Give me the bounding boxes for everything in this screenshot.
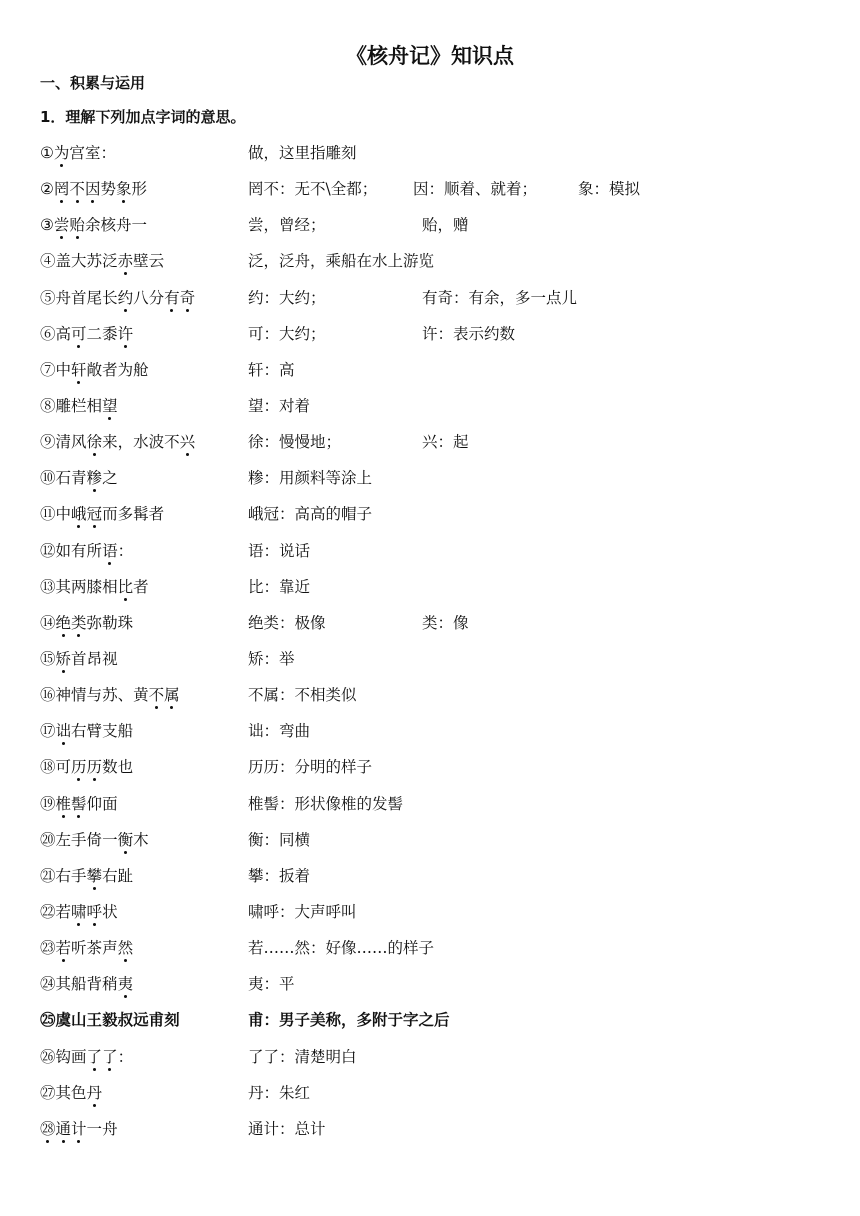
vocab-phrase: ㉘通计一舟 <box>40 1111 118 1147</box>
vocab-row <box>40 966 840 1002</box>
meaning-segment: 若……然：好像……的样子 <box>248 939 435 958</box>
vocab-row <box>40 1039 840 1075</box>
vocab-phrase: ⑤舟首尾长约八分有奇 <box>40 280 195 316</box>
vocab-phrase: ⑥高可二黍许 <box>40 316 133 352</box>
meaning-segment: 夷：平 <box>248 975 295 994</box>
vocab-phrase: ⑳左手倚一衡木 <box>40 822 149 858</box>
meaning-segment: 糁：用颜料等涂上 <box>248 469 373 488</box>
question-instruction: 1．理解下列加点字词的意思。 <box>40 108 246 126</box>
vocab-phrase: ①为宫室： <box>40 135 116 171</box>
meaning-segment: 轩：高 <box>248 360 295 379</box>
vocab-row <box>40 171 840 207</box>
meaning-segment: 攀：扳着 <box>248 866 311 885</box>
vocab-row <box>40 677 840 713</box>
vocab-phrase: ⑨清风徐来，水波不兴 <box>40 424 195 460</box>
vocab-phrase: ㉖钩画了了： <box>40 1039 133 1075</box>
vocab-phrase: ⑱可历历数也 <box>40 749 133 785</box>
vocab-row <box>40 135 840 171</box>
vocab-row <box>40 316 840 352</box>
meaning-segment: 啸呼：大声呼叫 <box>248 902 357 921</box>
meaning-segment: 丹：朱红 <box>248 1083 311 1102</box>
meaning-segment: 有奇：有余，多一点儿 <box>422 288 578 307</box>
vocab-phrase: ㉓若听茶声然 <box>40 930 133 966</box>
meaning-segment: 不属：不相类似 <box>248 686 357 705</box>
meaning-segment: 比：靠近 <box>248 577 311 596</box>
vocab-phrase: ㉒若啸呼状 <box>40 894 118 930</box>
meaning-segment: 衡：同横 <box>248 830 311 849</box>
meaning-segment: 了了：清楚明白 <box>248 1047 357 1066</box>
section-heading: 一、积累与运用 <box>40 74 146 92</box>
vocab-phrase: ⑯神情与苏、黄不属 <box>40 677 180 713</box>
vocab-phrase: ⑫如有所语： <box>40 533 133 569</box>
vocab-row <box>40 930 840 966</box>
vocab-phrase: ④盖大苏泛赤壁云 <box>40 243 164 279</box>
meaning-segment: 矫：举 <box>248 649 295 668</box>
meaning-segment: 语：说话 <box>248 541 311 560</box>
meaning-segment: 做，这里指雕刻 <box>248 144 357 162</box>
vocab-row <box>40 822 840 858</box>
vocab-row <box>40 749 840 785</box>
vocab-phrase: ③尝贻余核舟一 <box>40 207 147 243</box>
meaning-segment: 约：大约； <box>248 288 326 307</box>
meaning-segment: 泛，泛舟，乘船在水上游览 <box>248 252 435 271</box>
vocab-row <box>40 641 840 677</box>
vocab-row <box>40 496 840 532</box>
vocab-phrase: ㉗其色丹 <box>40 1075 102 1111</box>
vocab-phrase: ㉔其船背稍夷 <box>40 966 133 1002</box>
meaning-segment: 因：顺着、就着； <box>413 180 538 199</box>
vocab-row <box>40 280 840 316</box>
meaning-segment: 诎：弯曲 <box>248 722 311 741</box>
vocab-row <box>40 207 840 243</box>
vocab-row <box>40 1075 840 1111</box>
vocab-phrase: ⑰诎右臂支船 <box>40 713 133 749</box>
vocab-row <box>40 858 840 894</box>
meaning-segment: 象：模拟 <box>578 180 641 199</box>
vocab-phrase: ⑩石青糁之 <box>40 460 118 496</box>
meaning-segment: 历历：分明的样子 <box>248 758 373 777</box>
meaning-segment: 尝，曾经； <box>248 216 326 235</box>
vocab-phrase: ⑲椎髻仰面 <box>40 786 118 822</box>
vocab-phrase: ⑧雕栏相望 <box>40 388 118 424</box>
meaning-segment: 绝类：极像 <box>248 613 326 632</box>
meaning-segment: 通计：总计 <box>248 1119 326 1138</box>
vocab-phrase: ⑪中峨冠而多髯者 <box>40 496 164 532</box>
meaning-segment: 峨冠：高高的帽子 <box>248 505 373 524</box>
vocab-row <box>40 1002 840 1038</box>
vocab-phrase: ㉕虞山王毅叔远甫刻 <box>40 1011 180 1030</box>
meaning-segment: 许：表示约数 <box>422 324 516 343</box>
vocab-phrase: ㉑右手攀右趾 <box>40 858 133 894</box>
vocab-row <box>40 569 840 605</box>
vocab-row <box>40 388 840 424</box>
vocab-list <box>40 135 840 1147</box>
vocab-row <box>40 894 840 930</box>
vocab-row <box>40 533 840 569</box>
vocab-phrase: ⑮矫首昂视 <box>40 641 118 677</box>
meaning-segment: 望：对着 <box>248 396 311 415</box>
vocab-row <box>40 460 840 496</box>
meaning-segment: 贻，赠 <box>422 216 469 235</box>
vocab-row <box>40 786 840 822</box>
meaning-segment: 徐：慢慢地； <box>248 433 342 452</box>
meaning-segment: 罔不：无不\全都； <box>248 180 378 199</box>
vocab-row <box>40 243 840 279</box>
vocab-row <box>40 713 840 749</box>
page-title: 《核舟记》知识点 <box>346 44 514 68</box>
vocab-phrase: ⑭绝类弥勒珠 <box>40 605 133 641</box>
vocab-row <box>40 424 840 460</box>
meaning-segment: 可：大约； <box>248 324 326 343</box>
vocab-row <box>40 1111 840 1147</box>
meaning-segment: 类：像 <box>422 613 469 632</box>
vocab-phrase: ②罔不因势象形 <box>40 171 147 207</box>
vocab-row <box>40 352 840 388</box>
meaning-segment: 甫：男子美称，多附于字之后 <box>248 1011 450 1030</box>
vocab-row <box>40 605 840 641</box>
meaning-segment: 椎髻：形状像椎的发髻 <box>248 794 404 813</box>
vocab-phrase: ⑬其两膝相比者 <box>40 569 149 605</box>
vocab-phrase: ⑦中轩敞者为舱 <box>40 352 149 388</box>
meaning-segment: 兴：起 <box>422 433 469 452</box>
